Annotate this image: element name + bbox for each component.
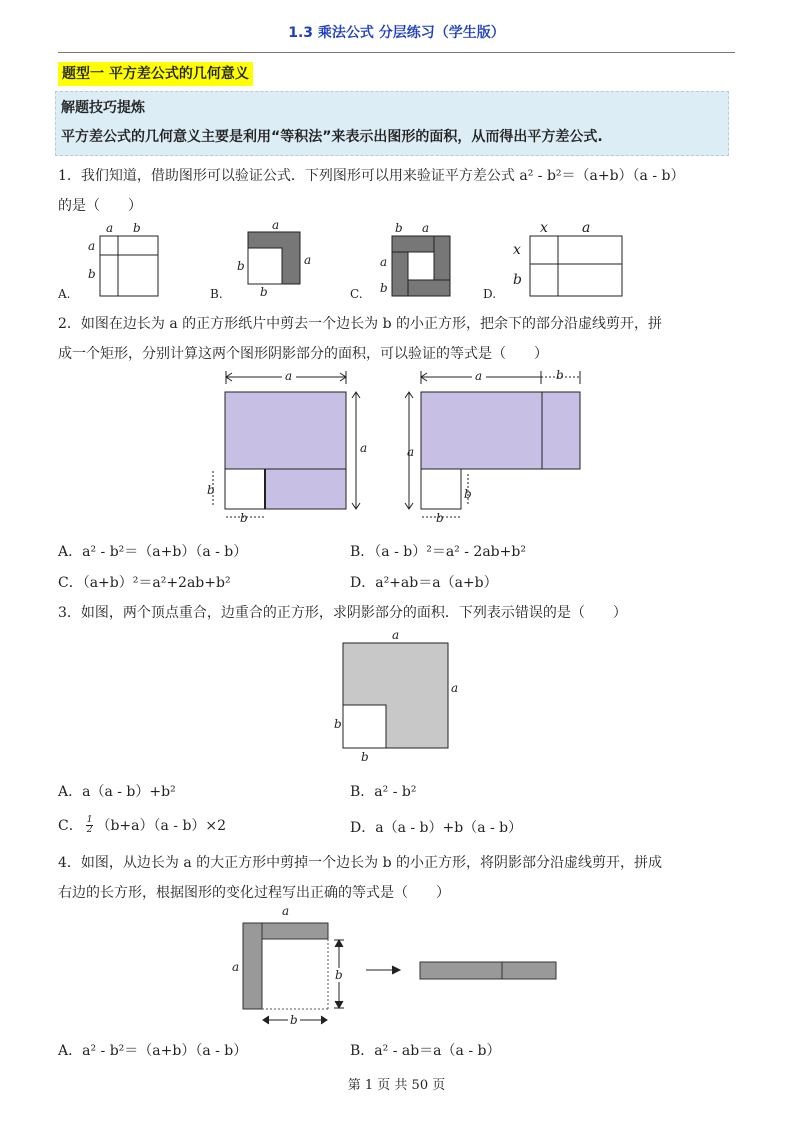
tips-text: 平方差公式的几何意义主要是利用“等积法”来表示出图形的面积，从而得出平方差公式. (61, 129, 603, 145)
q1-a-top-a: a (106, 221, 114, 235)
q1-b-top-a: a (272, 218, 280, 232)
q1-label-c: C. (350, 287, 363, 301)
q1-line1: 1．我们知道，借助图形可以验证公式．下列图形可以用来验证平方差公式 a² - b²＝（a+b）（a - b） (58, 168, 685, 184)
q1-label-a: A. (58, 287, 71, 301)
q3-right-a: a (451, 681, 459, 695)
q4-figure (226, 904, 566, 1028)
q2-left-top-a: a (285, 369, 293, 383)
page-footer: 第 1 页 共 50 页 (347, 1078, 446, 1093)
q3-fraction-num: 1 (86, 814, 93, 825)
q1-b-left-b: b (237, 259, 245, 273)
page-title: 1.3 乘法公式 分层练习（学生版） (288, 25, 505, 41)
q1-c-left-a: a (380, 255, 388, 269)
q4-option-a[interactable]: A．a² - b²＝（a+b）（a - b） (58, 1043, 248, 1059)
q2-line1: 2．如图在边长为 a 的正方形纸片中剪去一个边长为 b 的小正方形，把余下的部分沿虚线剪开，拼 (58, 316, 663, 332)
q2-figure-left (207, 369, 367, 525)
q1-d-top-a: a (582, 220, 591, 236)
q1-a-top-b: b (133, 221, 141, 235)
q4-option-b[interactable]: B．a² - ab＝a（a - b） (350, 1043, 501, 1059)
q3-option-d[interactable]: D．a（a - b）+b（a - b） (350, 820, 523, 836)
q2-option-b[interactable]: B．（a - b）²＝a² - 2ab+b² (350, 544, 526, 560)
q2-right-side-b: b (464, 487, 472, 501)
q4-line2: 右边的长方形，根据图形的变化过程写出正确的等式是（ ） (58, 885, 450, 901)
q1-a-left-a: a (88, 239, 96, 253)
header-divider (58, 52, 735, 53)
q2-line2: 成一个矩形，分别计算这两个图形阴影部分的面积，可以验证的等式是（ ） (58, 346, 548, 362)
q2-figure (196, 366, 596, 528)
q1-a-left-b: b (88, 267, 96, 281)
q2-right-left-a: a (407, 445, 415, 459)
q2-option-a[interactable]: A．a² - b²＝（a+b）（a - b） (58, 544, 248, 560)
q3-option-c-text: （b+a）（a - b）×2 (96, 818, 227, 834)
q2-figure-right (405, 368, 580, 525)
q1-label-b: B. (210, 287, 223, 301)
q1-figure-c (380, 221, 450, 296)
q1-line2: 的是（ ） (58, 198, 142, 214)
q2-left-left-b: b (207, 483, 215, 497)
q1-c-left-b: b (380, 281, 388, 295)
q3-option-c[interactable] (58, 815, 226, 835)
q2-left-bottom-b: b (240, 511, 248, 525)
q1-c-top-a: a (422, 221, 430, 235)
q1-figure-b (237, 218, 311, 299)
q4-line1: 4．如图，从边长为 a 的大正方形中剪掉一个边长为 b 的小正方形，将阴影部分沿虚线剪开，拼成 (58, 855, 663, 871)
q2-right-top-a: a (475, 369, 483, 383)
q1-figure-d (513, 220, 622, 296)
q3-option-a[interactable]: A．a（a - b）+b² (58, 784, 176, 800)
q1-figure-a (88, 221, 158, 296)
q1-b-right-a: a (304, 253, 312, 267)
q3-fraction (86, 816, 94, 835)
q1-d-top-x: x (540, 220, 548, 236)
q2-right-top-b: b (556, 368, 564, 382)
section-tag: 题型一 平方差公式的几何意义 (58, 62, 253, 86)
q2-option-c[interactable]: C．（a+b）²＝a²+2ab+b² (58, 575, 231, 591)
q1-label-d: D. (483, 287, 497, 301)
q1-c-top-b: b (395, 221, 403, 235)
q2-option-d[interactable]: D．a²+ab＝a（a+b） (350, 575, 498, 591)
q2-left-right-a: a (360, 441, 368, 455)
q3-option-b[interactable]: B．a² - b² (350, 784, 417, 800)
q3-top-a: a (392, 628, 400, 642)
q3-option-c-prefix: C． (58, 818, 83, 834)
q1-d-left-x: x (513, 242, 521, 258)
q3-left-b: b (334, 717, 342, 731)
q3-fraction-den: 2 (86, 824, 93, 835)
q4-top-a: a (282, 904, 290, 918)
q3-bottom-b: b (361, 750, 369, 764)
q1-d-left-b: b (513, 272, 522, 288)
tips-box (55, 91, 729, 156)
q1-figures (58, 218, 678, 306)
q4-left-a: a (232, 960, 240, 974)
q3-line1: 3．如图，两个顶点重合，边重合的正方形，求阴影部分的面积．下列表示错误的是（ ） (58, 605, 627, 621)
q4-bottom-b: b (290, 1013, 298, 1027)
tips-heading: 解题技巧提炼 (61, 100, 145, 116)
q1-b-bottom-b: b (260, 285, 268, 299)
q3-figure (326, 628, 466, 768)
q2-right-bottom-b: b (436, 511, 444, 525)
q4-right-b: b (335, 968, 343, 982)
